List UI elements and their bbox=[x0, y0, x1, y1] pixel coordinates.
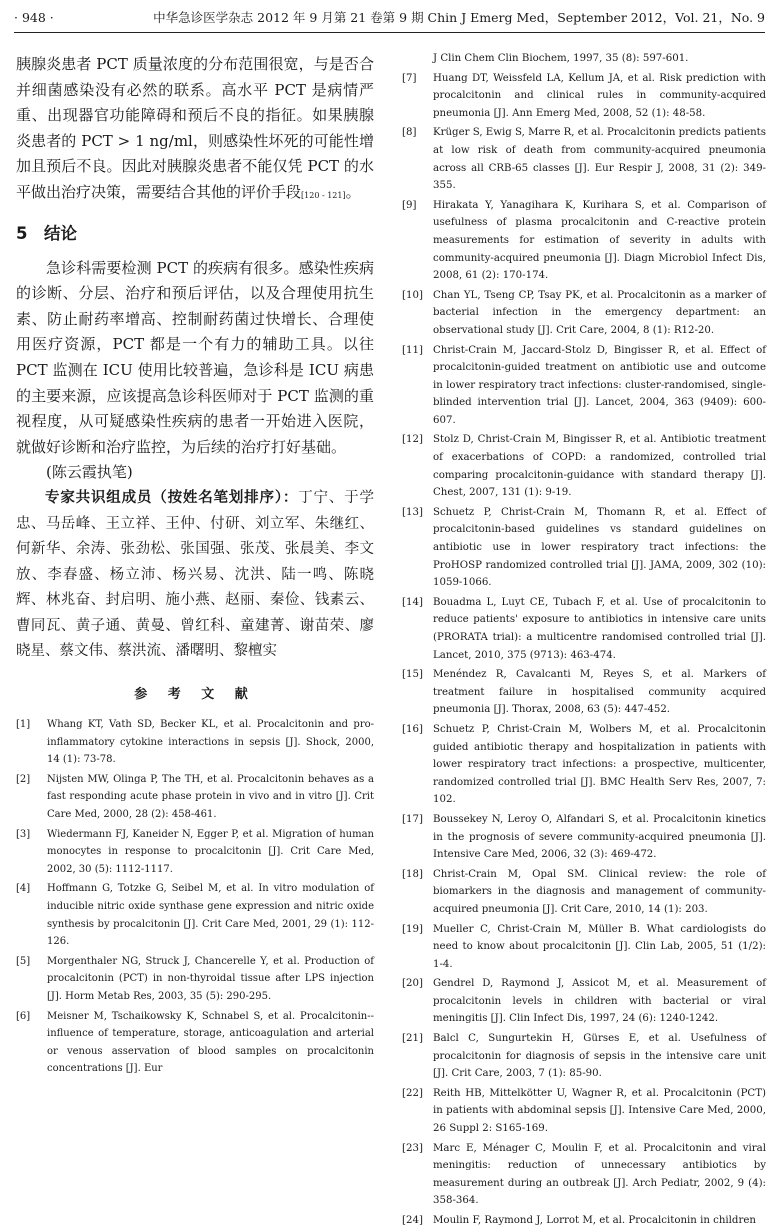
right-column bbox=[402, 50, 766, 1232]
reference-item bbox=[402, 1140, 766, 1210]
reference-item bbox=[402, 70, 766, 123]
reference-item bbox=[16, 716, 374, 769]
reference-text: Wiedermann FJ, Kaneider N, Egger P, et al. Migration of human monocytes in response to procalcitonin [J]. Crit Care Med, 2002, 30 (5): 1112-1117. bbox=[47, 828, 374, 875]
reference-text: Marc E, Ménager C, Moulin F, et al. Procalcitonin and viral meningitis: reduction of unnecessary antibiotics by measurement during an outbreak [J]. Arch Pediatr, 2002, 9 (4): 358-364. bbox=[433, 1142, 766, 1207]
section-heading bbox=[16, 220, 374, 244]
reference-text: Gendrel D, Raymond J, Assicot M, et al. Measurement of procalcitonin levels in children with bacterial or viral meningitis [J]. Clin Infect Dis, 1997, 24 (6): 1240-1242. bbox=[433, 978, 766, 1025]
reference-text: Christ-Crain M, Opal SM. Clinical review: the role of biomarkers in the diagnosis and management of community-acquired pneumonia [J]. Crit Care, 2010, 14 (1): 203. bbox=[433, 868, 766, 915]
reference-text: Huang DT, Weissfeld LA, Kellum JA, et al. Risk prediction with procalcitonin and clinical rules in community-acquired pneumonia [J]. Ann Emerg Med, 2008, 52 (1): 48-58. bbox=[433, 72, 766, 119]
reference-number: [22] bbox=[402, 1087, 423, 1099]
reference-text: Krüger S, Ewig S, Marre R, et al. Procalcitonin predicts patients at low risk of death from community-acquired pneumonia across all CRB-65 classes [J]. Eur Respir J, 2008, 31 (2): 349-355. bbox=[433, 127, 766, 192]
reference-number: [11] bbox=[402, 344, 423, 356]
reference-item bbox=[402, 504, 766, 592]
reference-item bbox=[16, 771, 374, 824]
page-number: · 948 · bbox=[14, 10, 54, 25]
pancreatitis-paragraph: 胰腺炎患者 PCT 质量浓度的分布范围很宽，与是否合并细菌感染没有必然的联系。高水平 PCT 是病情严重、出现器官功能障碍和预后不良的指征。如果胰腺炎患者的 PCT > 1 ng/ml，则感染性坏死的可能性增加且预后不良。因此对胰腺炎患者不能仅凭 PCT 的水平做出治疗决策，需要结合其他的评价手段[120 - 121]。 bbox=[16, 55, 374, 201]
reference-item bbox=[402, 197, 766, 285]
reference-number: [9] bbox=[402, 199, 417, 211]
reference-number: [16] bbox=[402, 723, 423, 735]
reference-item bbox=[402, 721, 766, 809]
reference-item bbox=[402, 921, 766, 974]
reference-text: Schuetz P, Christ-Crain M, Wolbers M, et al. Procalcitonin guided antibiotic therapy and hospitalization in patients with lower respiratory tract infections: a prospective, multicenter, randomized controlled trial [J]. BMC Health Serv Res, 2007, 7: 102. bbox=[433, 723, 766, 806]
reference-item bbox=[16, 953, 374, 1006]
reference-item bbox=[402, 124, 766, 194]
reference-number: [4] bbox=[16, 883, 31, 895]
reference-number: [3] bbox=[16, 828, 31, 840]
expert-panel-list bbox=[16, 486, 374, 665]
reference-text: Menéndez R, Cavalcanti M, Reyes S, et al. Markers of treatment failure in hospitalised community acquired pneumonia [J]. Thorax, 2008, 63 (5): 447-452. bbox=[433, 669, 766, 716]
reference-item bbox=[402, 975, 766, 1028]
reference-text: Hirakata Y, Yanagihara K, Kurihara S, et al. Comparison of usefulness of plasma procalcitonin and C-reactive protein measurements for estimation of severity in adults with community-acquired pneumonia [J]. Diagn Microbiol Infect Dis, 2008, 61 (2): 170-174. bbox=[433, 199, 766, 282]
reference-text: Moulin F, Raymond J, Lorrot M, et al. Procalcitonin in children bbox=[433, 1215, 756, 1226]
left-column bbox=[16, 52, 374, 1080]
journal-running-title: 中华急诊医学杂志 2012 年 9 月第 21 卷第 9 期 Chin J Emerg Med，September 2012，Vol. 21，No. 9 bbox=[153, 10, 765, 25]
reference-text: Meisner M, Tschaikowsky K, Schnabel S, et al. Procalcitonin--influence of temperature, storage, anticoagulation and arterial or venous asservation of blood samples on procalcitonin concentrations [J]. Eur bbox=[47, 1010, 374, 1075]
reference-text: Chan YL, Tseng CP, Tsay PK, et al. Procalcitonin as a marker of bacterial infection in the emergency department: an observational study [J]. Crit Care, 2004, 8 (1): R12-20. bbox=[433, 289, 766, 336]
reference-item bbox=[16, 826, 374, 879]
conclusion-paragraph: 急诊科需要检测 PCT 的疾病有很多。感染性疾病的诊断、分层、治疗和预后评估，以及合理使用抗生素、防止耐药率增高、控制耐药菌过快增长、合理使用医疗资源，PCT 都是一个有力的辅助工具。以往 PCT 监测在 ICU 使用比较普遍，急诊科是 ICU 病患的主要来源，应该提高急诊科医师对于 PCT 监测的重视程度，从可疑感染性疾病的患者一开始进入医院，就做好诊断和治疗监控，为后续的治疗打好基础。 bbox=[16, 258, 374, 456]
citation-120-121: [120 - 121] bbox=[301, 190, 346, 200]
reference-number: [12] bbox=[402, 434, 423, 446]
reference-number: [17] bbox=[402, 813, 423, 825]
reference-number: [10] bbox=[402, 289, 423, 301]
reference-number: [15] bbox=[402, 669, 423, 681]
reference-number: [18] bbox=[402, 868, 423, 880]
reference-number: [7] bbox=[402, 72, 417, 84]
reference-number: [13] bbox=[402, 506, 423, 518]
reference-item bbox=[402, 50, 766, 68]
reference-text: Hoffmann G, Totzke G, Seibel M, et al. In vitro modulation of inducible nitric oxide synthase gene expression and nitric oxide synthesis by procalcitonin [J]. Crit Care Med, 2001, 29 (1): 112-126. bbox=[47, 883, 374, 948]
references-list-right bbox=[402, 50, 766, 1230]
reference-number: [6] bbox=[16, 1010, 31, 1022]
author-note: (陈云霞执笔) bbox=[46, 463, 133, 482]
expert-panel-label: 专家共识组成员（按姓名笔划排序）： bbox=[45, 489, 299, 506]
reference-text: Stolz D, Christ-Crain M, Bingisser R, et al. Antibiotic treatment of exacerbations of COPD: a randomized, controlled trial comparing procalcitonin-guidance with standard therapy [J]. Chest, 2007, 131 (1): 9-19. bbox=[433, 434, 766, 499]
reference-item bbox=[402, 866, 766, 919]
reference-number: [8] bbox=[402, 127, 417, 139]
reference-text: Balcl C, Sungurtekin H, Gürses E, et al. Usefulness of procalcitonin for diagnosis of sepsis in the intensive care unit [J]. Crit Care, 2003, 7 (1): 85-90. bbox=[433, 1033, 766, 1080]
reference-item bbox=[402, 342, 766, 430]
reference-text: Mueller C, Christ-Crain M, Müller B. What cardiologists do need to know about procalcitonin [J]. Clin Lab, 2005, 51 (1/2): 1-4. bbox=[433, 923, 766, 970]
reference-text: Nijsten MW, Olinga P, The TH, et al. Procalcitonin behaves as a fast responding acute phase protein in vivo and in vitro [J]. Crit Care Med, 2000, 28 (2): 458-461. bbox=[47, 773, 374, 821]
reference-number: [14] bbox=[402, 596, 423, 608]
reference-number: [23] bbox=[402, 1142, 423, 1154]
section-title: 结论 bbox=[44, 223, 77, 243]
reference-item bbox=[402, 594, 766, 664]
reference-item bbox=[402, 1212, 766, 1230]
reference-item bbox=[402, 1030, 766, 1083]
reference-text: Whang KT, Vath SD, Becker KL, et al. Procalcitonin and pro-inflammatory cytokine interactions in sepsis [J]. Shock, 2000, 14 (1): 73-78. bbox=[47, 719, 374, 766]
reference-number: [21] bbox=[402, 1033, 423, 1045]
references-heading: 参 考 文 献 bbox=[134, 687, 256, 703]
references-list-left bbox=[16, 716, 374, 1078]
reference-item bbox=[402, 431, 766, 501]
reference-text: Boussekey N, Leroy O, Alfandari S, et al. Procalcitonin kinetics in the prognosis of severe community-acquired pneumonia [J]. Intensive Care Med, 2006, 32 (3): 469-472. bbox=[433, 813, 766, 861]
reference-number: [24] bbox=[402, 1215, 423, 1226]
reference-number: [1] bbox=[16, 719, 31, 731]
reference-item bbox=[402, 1085, 766, 1138]
section-number: 5 bbox=[16, 223, 28, 243]
reference-number: [2] bbox=[16, 773, 31, 785]
page-header bbox=[14, 4, 765, 33]
reference-text: Christ-Crain M, Jaccard-Stolz D, Bingisser R, et al. Effect of procalcitonin-guided treatment on antibiotic use and outcome in lower respiratory tract infections: cluster-randomised, single-blinded intervention trial [J]. Lancet, 2004, 363 (9409): 600-607. bbox=[433, 344, 766, 426]
reference-item bbox=[16, 880, 374, 950]
reference-number: [5] bbox=[16, 955, 31, 967]
reference-text: Schuetz P, Christ-Crain M, Thomann R, et al. Effect of procalcitonin-based guidelines vs standard guidelines on antibiotic use in lower respiratory tract infections: the ProHOSP randomized controlled trial [J]. JAMA, 2009, 302 (10): 1059-1066. bbox=[433, 506, 766, 589]
reference-number: [19] bbox=[402, 923, 423, 935]
reference-item bbox=[402, 287, 766, 340]
reference-item bbox=[402, 666, 766, 719]
reference-text: Reith HB, Mittelkötter U, Wagner R, et al. Procalcitonin (PCT) in patients with abdominal sepsis [J]. Intensive Care Med, 2000, 26 Suppl 2: S165-169. bbox=[433, 1087, 766, 1135]
reference-item bbox=[402, 811, 766, 864]
reference-text: J Clin Chem Clin Biochem, 1997, 35 (8): 597-601. bbox=[433, 53, 689, 64]
reference-text: Morgenthaler NG, Struck J, Chancerelle Y, et al. Production of procalcitonin (PCT) in non-thyroidal tissue after LPS injection [J]. Horm Metab Res, 2003, 35 (5): 290-295. bbox=[47, 955, 374, 1002]
expert-panel-names: 丁宁、于学忠、马岳峰、王立祥、王仲、付研、刘立军、朱继红、何新华、余涛、张劲松、张国强、张茂、张晨美、李文放、李春盛、杨立沛、杨兴易、沈洪、陆一鸣、陈晓辉、林兆奋、封启明、施小燕、赵丽、秦俭、钱素云、曹同瓦、黄子通、黄曼、曾红科、童建菁、谢苗荣、廖晓星、蔡文伟、蔡洪流、潘曙明、黎檀实 bbox=[16, 489, 375, 660]
reference-text: Bouadma L, Luyt CE, Tubach F, et al. Use of procalcitonin to reduce patients' exposure to antibiotics in intensive care units (PRORATA trial): a multicentre randomised controlled trial [J]. Lancet, 2010, 375 (9713): 463-474. bbox=[433, 596, 766, 661]
reference-item bbox=[16, 1008, 374, 1078]
reference-number: [20] bbox=[402, 978, 423, 990]
